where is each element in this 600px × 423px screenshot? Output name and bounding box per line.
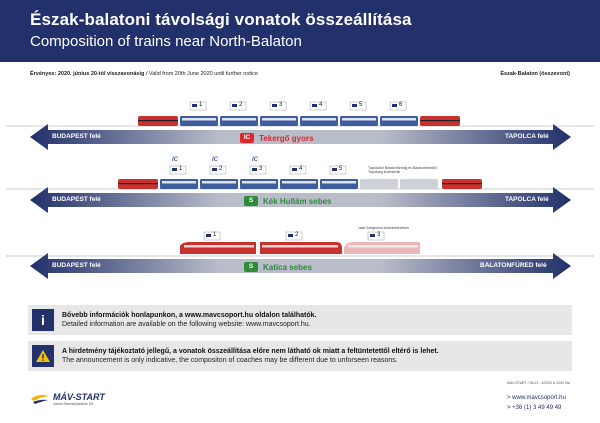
coach-number: 3 (377, 232, 381, 238)
page-subtitle: Composition of trains near North-Balaton (30, 33, 302, 50)
emu-unit-optional (344, 242, 420, 254)
coach-optional (400, 179, 438, 189)
coach-number: 2 (239, 102, 243, 108)
coach (280, 179, 318, 189)
phone-number: > +36 (1) 3 49 49 49 (507, 405, 562, 411)
coach-number: 6 (399, 102, 403, 108)
document-code: MÁV-START / 06.22 - 4/2020 & 2020 IIIa (506, 381, 570, 385)
train-3-note: csak Szegmens közlekedésében (358, 226, 409, 230)
coach-number: 1 (199, 102, 203, 108)
brand-subtitle: Vasúti Személyszállító Zrt. (53, 402, 94, 406)
coach (180, 116, 218, 126)
service-badge: S (244, 196, 258, 206)
train-2-note: Tapolcától Balatonfüredig és Balatonfüredtől Tapolcáig közlekedik (368, 166, 437, 175)
service-badge: S (244, 262, 258, 272)
info-box (28, 305, 572, 335)
coach-number: 3 (279, 102, 283, 108)
direction-left: BUDAPEST felé (52, 262, 101, 269)
ic-mark: IC (212, 157, 218, 163)
coach (300, 116, 338, 126)
validity-hu: Érvényes: 2020. június 20-tól visszavonásig (30, 71, 145, 77)
direction-right: TAPOLCA felé (505, 196, 549, 203)
coach-number: 5 (339, 166, 343, 172)
brand-name: MÁV-START (53, 392, 105, 402)
info-icon: i (32, 309, 54, 331)
info-text-en: Detailed information are available on the following website: www.mavcsoport.hu. (62, 321, 311, 328)
coach (320, 179, 358, 189)
ic-mark: IC (172, 157, 178, 163)
info-text-hu: Bővebb információk honlapunkon, a www.mavcsoport.hu oldalon találhatók. (62, 312, 317, 319)
validity-en: / Valid from 20th June 2020 until further notice (144, 71, 258, 77)
wing-icon (30, 393, 50, 405)
page-title: Észak-balatoni távolsági vonatok összeállítása (30, 10, 412, 29)
direction-right: TAPOLCA felé (505, 133, 549, 140)
coach-optional (360, 179, 398, 189)
service-label-2 (244, 196, 331, 206)
coach-number: 5 (359, 102, 363, 108)
coach (340, 116, 378, 126)
coach (240, 179, 278, 189)
coach-number: 2 (219, 166, 223, 172)
coach-number: 4 (319, 102, 323, 108)
direction-left: BUDAPEST felé (52, 133, 101, 140)
coach-number: 4 (299, 166, 303, 172)
coach (380, 116, 418, 126)
direction-right: BALATONFÜRED felé (480, 262, 547, 269)
coach-number: 2 (295, 232, 299, 238)
warning-text-en: The announcement is only indicative, the compositon of coaches may be different due to unforseen reasons. (62, 357, 398, 364)
coach-number: 3 (259, 166, 263, 172)
coach-number: 1 (179, 166, 183, 172)
service-name: Tekergő gyors (259, 133, 314, 143)
coach (220, 116, 258, 126)
service-label-3 (244, 262, 312, 272)
line-id: Észak-Balaton (összevont) (500, 71, 570, 77)
website-link[interactable]: > www.mavcsoport.hu (507, 395, 566, 401)
service-label-1 (240, 133, 314, 143)
coach (200, 179, 238, 189)
warning-icon (32, 345, 54, 367)
service-name: Kék Hullám sebes (263, 196, 332, 206)
service-badge: IC (240, 133, 254, 143)
mav-start-logo (30, 392, 105, 406)
coach (260, 116, 298, 126)
coach (160, 179, 198, 189)
warning-text-hu: A hirdetmény tájékoztató jellegű, a vonatok összeállítása előre nem látható ok miatt a feltüntetettől eltérő is lehet. (62, 348, 439, 355)
coach-number: 1 (213, 232, 217, 238)
warning-box (28, 341, 572, 371)
service-name: Katica sebes (263, 262, 312, 272)
emu-unit (180, 242, 256, 254)
ic-mark: IC (252, 157, 258, 163)
direction-left: BUDAPEST felé (52, 196, 101, 203)
emu-unit (260, 242, 342, 254)
